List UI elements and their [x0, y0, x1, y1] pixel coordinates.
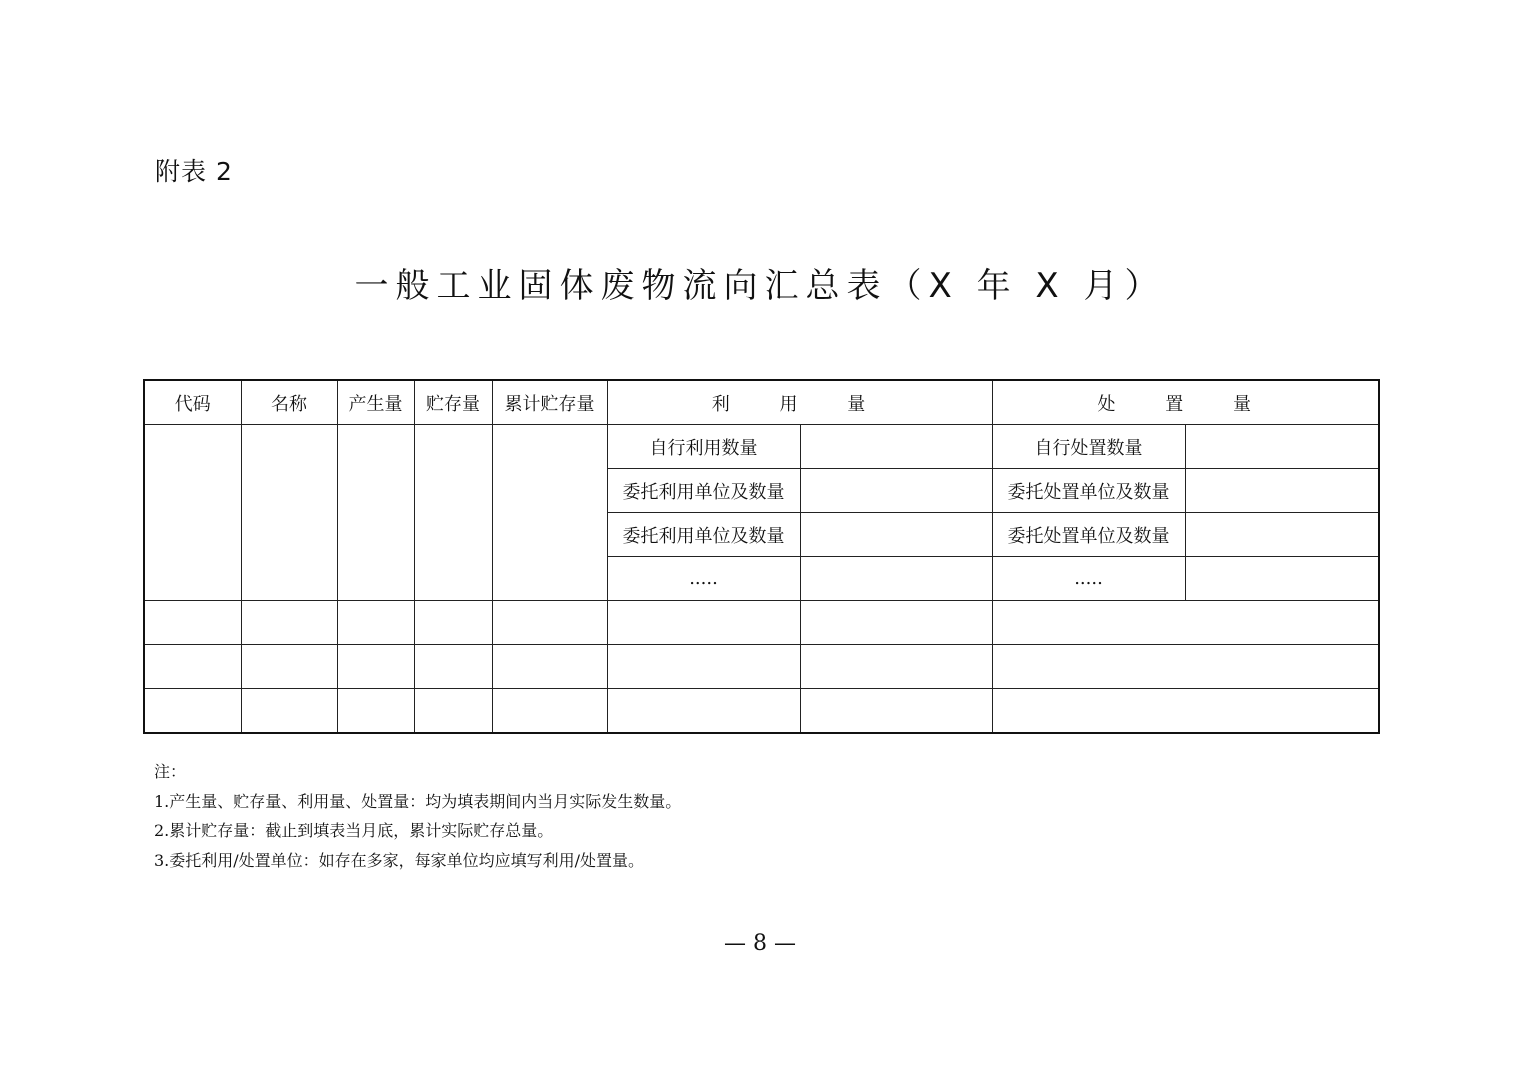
utilization-label: 自行利用数量	[607, 425, 800, 469]
disposal-value[interactable]	[1185, 513, 1379, 557]
empty-cell[interactable]	[992, 645, 1379, 689]
empty-cell[interactable]	[144, 601, 241, 645]
empty-cell[interactable]	[241, 645, 337, 689]
empty-cell[interactable]	[607, 689, 800, 734]
note-item: 1.产生量、贮存量、利用量、处置量：均为填表期间内当月实际发生数量。	[154, 791, 682, 811]
note-item: 2.累计贮存量：截止到填表当月底，累计实际贮存总量。	[154, 821, 554, 840]
header-stored: 贮存量	[414, 380, 492, 425]
header-code: 代码	[144, 380, 241, 425]
disposal-value[interactable]	[1185, 469, 1379, 513]
disposal-label: 委托处置单位及数量	[992, 513, 1185, 557]
header-disposal: 处 置 量	[992, 380, 1379, 425]
empty-cell[interactable]	[800, 645, 992, 689]
table-row	[144, 425, 1379, 469]
notes-heading: 注：	[154, 762, 187, 781]
document-title: 一般工业固体废物流向汇总表（X 年 X 月）	[354, 266, 1166, 306]
utilization-label: 委托利用单位及数量	[607, 469, 800, 513]
utilization-value[interactable]	[800, 557, 992, 601]
empty-cell[interactable]	[492, 689, 607, 734]
empty-cell[interactable]	[144, 645, 241, 689]
empty-cell[interactable]	[800, 689, 992, 734]
header-cumulative-stored: 累计贮存量	[492, 380, 607, 425]
utilization-value[interactable]	[800, 513, 992, 557]
empty-cell[interactable]	[414, 689, 492, 734]
empty-cell[interactable]	[241, 601, 337, 645]
disposal-label: 委托处置单位及数量	[992, 469, 1185, 513]
cell-cumulative[interactable]	[492, 425, 607, 601]
header-row	[144, 380, 1379, 425]
utilization-label: 委托利用单位及数量	[607, 513, 800, 557]
disposal-label: 自行处置数量	[992, 425, 1185, 469]
notes	[154, 757, 681, 875]
disposal-value[interactable]	[1185, 557, 1379, 601]
empty-cell[interactable]	[607, 601, 800, 645]
table-row	[144, 689, 1379, 734]
empty-cell[interactable]	[607, 645, 800, 689]
header-name: 名称	[241, 380, 337, 425]
table-row	[144, 601, 1379, 645]
note-item: 3.委托利用/处置单位：如存在多家，每家单位均应填写利用/处置量。	[154, 850, 645, 870]
empty-cell[interactable]	[337, 645, 414, 689]
waste-flow-table	[143, 379, 1380, 734]
header-generated: 产生量	[337, 380, 414, 425]
cell-code[interactable]	[144, 425, 241, 601]
utilization-value[interactable]	[800, 469, 992, 513]
header-utilization: 利 用 量	[607, 380, 992, 425]
disposal-label: .....	[992, 557, 1185, 601]
empty-cell[interactable]	[992, 601, 1379, 645]
empty-cell[interactable]	[800, 601, 992, 645]
empty-cell[interactable]	[992, 689, 1379, 734]
empty-cell[interactable]	[241, 689, 337, 734]
utilization-value[interactable]	[800, 425, 992, 469]
empty-cell[interactable]	[414, 601, 492, 645]
empty-cell[interactable]	[414, 645, 492, 689]
empty-cell[interactable]	[492, 645, 607, 689]
empty-cell[interactable]	[492, 601, 607, 645]
empty-cell[interactable]	[144, 689, 241, 734]
disposal-value[interactable]	[1185, 425, 1379, 469]
cell-name[interactable]	[241, 425, 337, 601]
table-row	[144, 645, 1379, 689]
empty-cell[interactable]	[337, 601, 414, 645]
page-number: — 8 —	[724, 931, 796, 956]
utilization-label: .....	[607, 557, 800, 601]
cell-stored[interactable]	[414, 425, 492, 601]
empty-cell[interactable]	[337, 689, 414, 734]
attachment-label: 附表 2	[155, 157, 233, 186]
cell-generated[interactable]	[337, 425, 414, 601]
